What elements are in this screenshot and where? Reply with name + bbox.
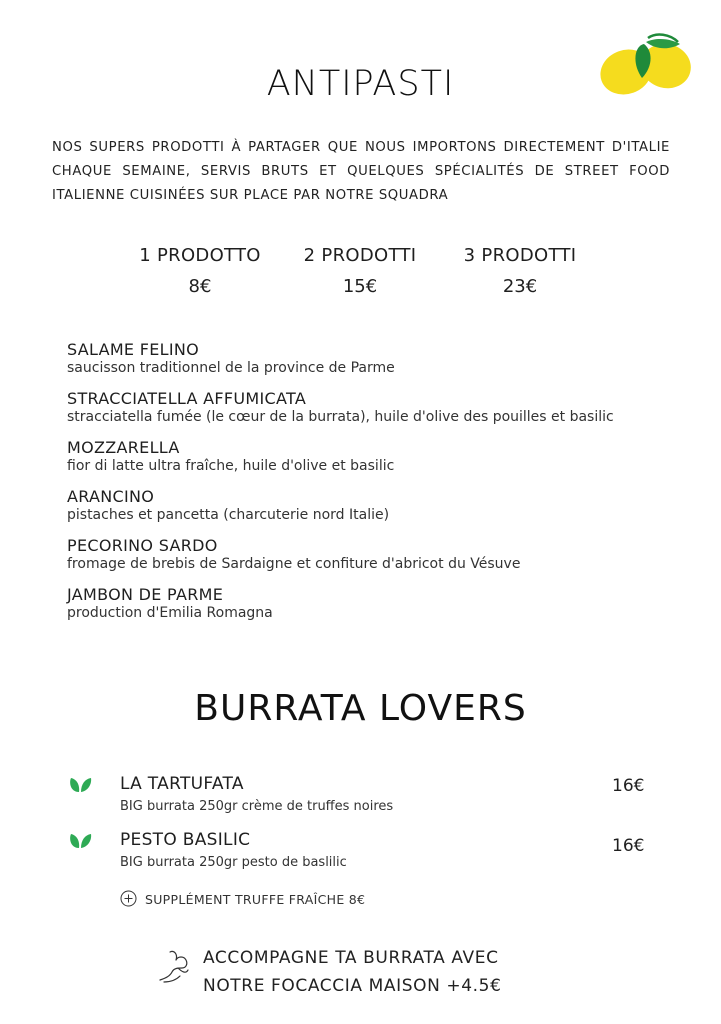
menu-item-name: JAMBON DE PARME [67, 585, 224, 604]
antipasti-list [67, 340, 665, 634]
antipasti-intro: NOS SUPERS PRODOTTI À PARTAGER QUE NOUS IMPORTONS DIRECTEMENT D'ITALIE CHAQUE SEMAINE, SERVIS BRUTS ET QUELQUES SPÉCIALITÉS DE STREET FOOD ITALIENNE CUISINÉES SUR PLACE PAR NOTRE SQUADRA [52, 140, 670, 203]
leaf-icon [68, 832, 92, 850]
burrata-item-name: LA TARTUFATA [120, 774, 244, 794]
burrata-item-price: 16€ [612, 836, 645, 856]
burrata-item-desc: BIG burrata 250gr crème de truffes noires [120, 799, 394, 814]
menu-item-desc: fior di latte ultra fraîche, huile d'olive et basilic [67, 458, 395, 474]
hand-icon [156, 946, 192, 986]
menu-item-desc: fromage de brebis de Sardaigne et confiture d'abricot du Vésuve [67, 556, 521, 572]
price-option-label: 2 PRODOTTI [303, 245, 417, 266]
antipasti-title: ANTIPASTI [266, 64, 455, 104]
menu-item-desc: production d'Emilia Romagna [67, 605, 273, 621]
menu-item-name: STRACCIATELLA AFFUMICATA [67, 389, 307, 408]
price-option-label: 3 PRODOTTI [463, 245, 577, 266]
price-option-value: 8€ [188, 276, 212, 297]
menu-item [67, 536, 665, 573]
price-option-label: 1 PRODOTTO [139, 245, 261, 266]
menu-item-desc: stracciatella fumée (le cœur de la burrata), huile d'olive des pouilles et basilic [67, 409, 614, 425]
focaccia-note-line2: NOTRE FOCACCIA MAISON +4.5€ [203, 976, 502, 996]
menu-item-desc: saucisson traditionnel de la province de Parme [67, 360, 395, 376]
menu-item-name: PECORINO SARDO [67, 536, 218, 555]
menu-item-name: SALAME FELINO [67, 340, 200, 359]
burrata-item-price: 16€ [612, 776, 645, 796]
menu-item [67, 585, 665, 622]
menu-item-name: MOZZARELLA [67, 438, 180, 457]
menu-item-desc: pistaches et pancetta (charcuterie nord Italie) [67, 507, 390, 523]
focaccia-note-line1: ACCOMPAGNE TA BURRATA AVEC [203, 948, 499, 968]
leaf-icon [68, 776, 92, 794]
burrata-title: BURRATA LOVERS [194, 688, 527, 729]
focaccia-note [203, 944, 502, 1000]
burrata-item-name: PESTO BASILIC [120, 830, 251, 850]
menu-item [67, 340, 665, 377]
menu-item [67, 389, 665, 426]
price-option-3 [440, 244, 600, 299]
burrata-item-desc: BIG burrata 250gr pesto de baslilic [120, 855, 347, 870]
price-option-2 [280, 244, 440, 299]
plus-circle-icon [120, 890, 137, 907]
price-option-value: 15€ [342, 276, 378, 297]
supplement-note: SUPPLÉMENT TRUFFE FRAÎCHE 8€ [145, 892, 366, 907]
price-option-1 [120, 244, 280, 299]
menu-item-name: ARANCINO [67, 487, 155, 506]
menu-item [67, 487, 665, 524]
price-option-value: 23€ [502, 276, 538, 297]
menu-item [67, 438, 665, 475]
